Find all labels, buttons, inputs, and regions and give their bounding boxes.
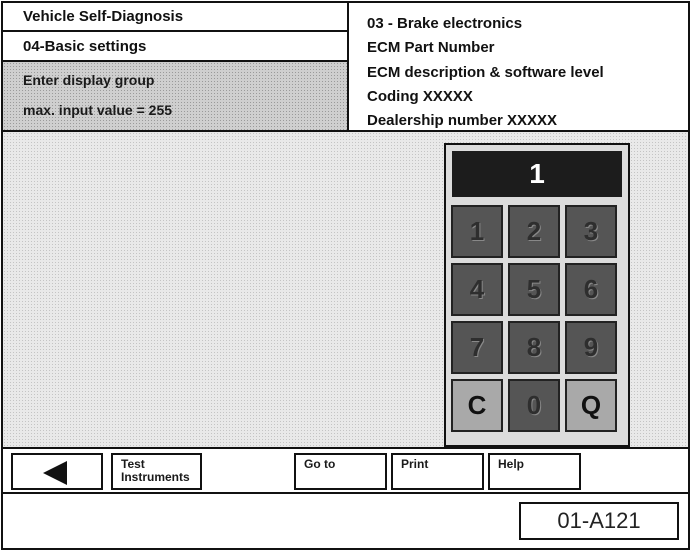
- prompt-instruction: Enter display group: [23, 72, 155, 88]
- key-6[interactable]: 6: [565, 263, 617, 316]
- work-area: [3, 132, 688, 447]
- key-8[interactable]: 8: [508, 321, 560, 374]
- figure-id: 01-A121: [519, 502, 679, 540]
- print-label: Print: [401, 457, 429, 471]
- ecm-description: ECM description & software level: [367, 64, 604, 81]
- prompt-box: [3, 62, 347, 130]
- control-unit-address: 03 - Brake electronics: [367, 15, 523, 32]
- dealership-number: Dealership number XXXXX: [367, 112, 558, 129]
- keypad-display: 1: [452, 151, 622, 197]
- coding: Coding XXXXX: [367, 88, 473, 105]
- print-button[interactable]: [391, 453, 484, 490]
- key-1[interactable]: 1: [451, 205, 503, 258]
- key-clear[interactable]: C: [451, 379, 503, 432]
- key-7[interactable]: 7: [451, 321, 503, 374]
- help-button[interactable]: [488, 453, 581, 490]
- key-3[interactable]: 3: [565, 205, 617, 258]
- key-0[interactable]: 0: [508, 379, 560, 432]
- back-button[interactable]: [11, 453, 103, 490]
- diagnosis-screen: [1, 1, 690, 550]
- test-instruments-button[interactable]: [111, 453, 202, 490]
- numeric-keypad: [444, 143, 630, 447]
- key-5[interactable]: 5: [508, 263, 560, 316]
- divider: [3, 492, 688, 494]
- function-title: 04-Basic settings: [3, 32, 347, 62]
- help-label: Help: [498, 457, 525, 471]
- goto-label: Go to: [304, 457, 336, 471]
- key-9[interactable]: 9: [565, 321, 617, 374]
- key-quit[interactable]: Q: [565, 379, 617, 432]
- left-triangle-icon: [43, 461, 67, 485]
- control-unit-info: [349, 3, 688, 130]
- test-instruments-label-line2: Instruments: [121, 470, 190, 484]
- header-left-panel: [3, 3, 349, 130]
- prompt-max-value: max. input value = 255: [23, 102, 173, 118]
- divider: [3, 447, 688, 449]
- key-4[interactable]: 4: [451, 263, 503, 316]
- goto-button[interactable]: [294, 453, 387, 490]
- test-instruments-label-line1: Test: [121, 457, 145, 471]
- app-title: Vehicle Self-Diagnosis: [3, 3, 347, 32]
- key-2[interactable]: 2: [508, 205, 560, 258]
- ecm-part-number: ECM Part Number: [367, 39, 495, 56]
